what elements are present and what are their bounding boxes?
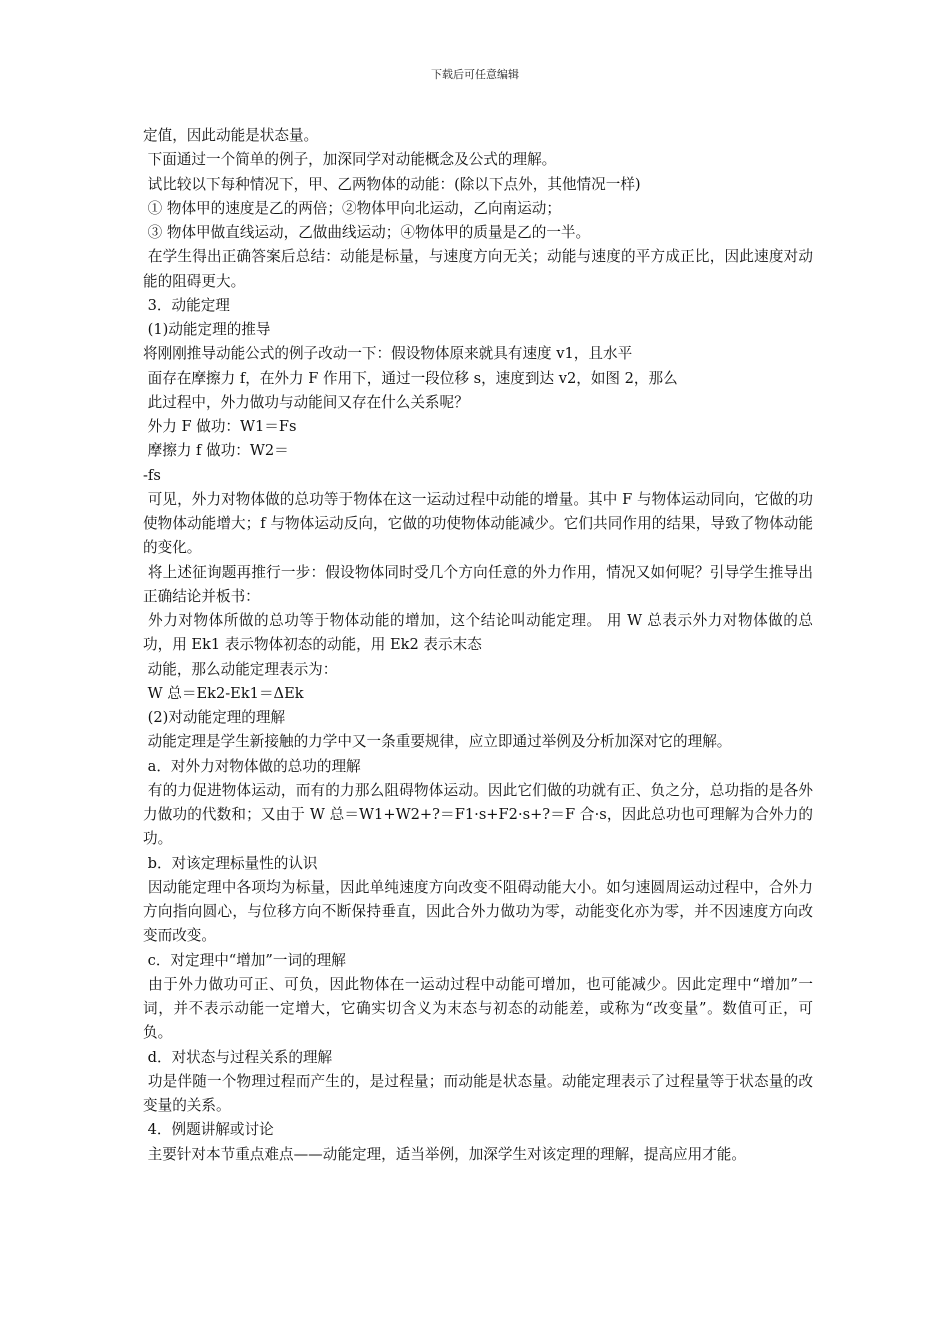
paragraph-13: 摩擦力 f 做功：W2＝ xyxy=(143,442,289,460)
paragraph-31: 主要针对本节重点难点——动能定理，适当举例，加深学生对该定理的理解，提高应用才能。 xyxy=(143,1145,746,1163)
paragraph-20: (2)对动能定理的理解 xyxy=(143,709,286,726)
paragraph-23: 有的力促进物体运动，而有的力那么阻碍物体运动。因此它们做的功就有正、负之分，总功指的是各外力做功的代数和；又由于 W 总＝W1+W2+?＝F1·s+F2·s+?＝F 合·s，因此总功也可理解为合外力的功。 xyxy=(143,781,813,848)
paragraph-9: 将刚刚推导动能公式的例子改动一下：假设物体原来就具有速度 v1，且水平 xyxy=(143,345,633,363)
page-header: 下载后可任意编辑 xyxy=(431,68,519,81)
paragraph-5: ③ 物体甲做直线运动，乙做曲线运动；④物体甲的质量是乙的一半。 xyxy=(143,224,591,241)
paragraph-18: 动能，那么动能定理表示为： xyxy=(143,660,338,678)
paragraph-10: 面存在摩擦力 f，在外力 F 作用下，通过一段位移 s，速度到达 v2，如图 2，那么 xyxy=(143,369,678,387)
paragraph-8: (1)动能定理的推导 xyxy=(143,321,271,338)
paragraph-25: 因动能定理中各项均为标量，因此单纯速度方向改变不阻碍动能大小。如匀速圆周运动过程中，合外力方向指向圆心，与位移方向不断保持垂直，因此合外力做功为零，动能变化亦为零，并不因速度方向改变而改变。 xyxy=(143,878,813,945)
paragraph-15: 可见，外力对物体做的总功等于物体在这一运动过程中动能的增量。其中 F 与物体运动同向，它做的功使物体动能增大；f 与物体运动反向，它做的功使物体动能减少。它们共同作用的结果，导致了物体动能的变化。 xyxy=(143,490,813,557)
paragraph-6: 在学生得出正确答案后总结：动能是标量，与速度方向无关；动能与速度的平方成正比，因此速度对动能的阻碍更大。 xyxy=(143,248,813,290)
paragraph-17: 外力对物体所做的总功等于物体动能的增加，这个结论叫动能定理。 用 W 总表示外力对物体做的总功，用 Ek1 表示物体初态的动能，用 Ek2 表示末态 xyxy=(143,612,814,654)
paragraph-11: 此过程中，外力做功与动能间又存在什么关系呢？ xyxy=(143,393,469,411)
paragraph-12: 外力 F 做功：W1＝Fs xyxy=(143,418,297,435)
document-body xyxy=(143,124,813,1167)
paragraph-4: ① 物体甲的速度是乙的两倍；②物体甲向北运动，乙向南运动； xyxy=(143,199,561,217)
paragraph-7: 3．动能定理 xyxy=(143,296,230,314)
paragraph-26: c．对定理中“增加”一词的理解 xyxy=(143,951,346,969)
paragraph-19: W 总＝Ek2-Ek1＝ΔEk xyxy=(143,684,304,702)
paragraph-22: a．对外力对物体做的总功的理解 xyxy=(143,757,361,775)
paragraph-1: 定值，因此动能是状态量。 xyxy=(143,127,319,144)
paragraph-2: 下面通过一个简单的例子，加深同学对动能概念及公式的理解。 xyxy=(143,151,557,169)
paragraph-3: 试比较以下每种情况下，甲、乙两物体的动能：(除以下点外，其他情况一样) xyxy=(143,175,641,193)
paragraph-24: b．对该定理标量性的认识 xyxy=(143,854,318,872)
paragraph-28: d．对状态与过程关系的理解 xyxy=(143,1048,333,1066)
paragraph-29: 功是伴随一个物理过程而产生的，是过程量；而动能是状态量。动能定理表示了过程量等于状态量的改变量的关系。 xyxy=(143,1072,813,1114)
paragraph-14: -fs xyxy=(143,466,161,484)
paragraph-21: 动能定理是学生新接触的力学中又一条重要规律，应立即通过举例及分析加深对它的理解。 xyxy=(143,733,732,751)
paragraph-30: 4．例题讲解或讨论 xyxy=(143,1121,274,1139)
paragraph-16: 将上述征询题再推行一步：假设物体同时受几个方向任意的外力作用，情况又如何呢？引导学生推导出正确结论并板书： xyxy=(143,563,813,605)
paragraph-27: 由于外力做功可正、可负，因此物体在一运动过程中动能可增加，也可能减少。因此定理中“增加”一词，并不表示动能一定增大，它确实切含义为末态与初态的动能差，或称为“改变量”。数值可正，可负。 xyxy=(143,975,813,1042)
